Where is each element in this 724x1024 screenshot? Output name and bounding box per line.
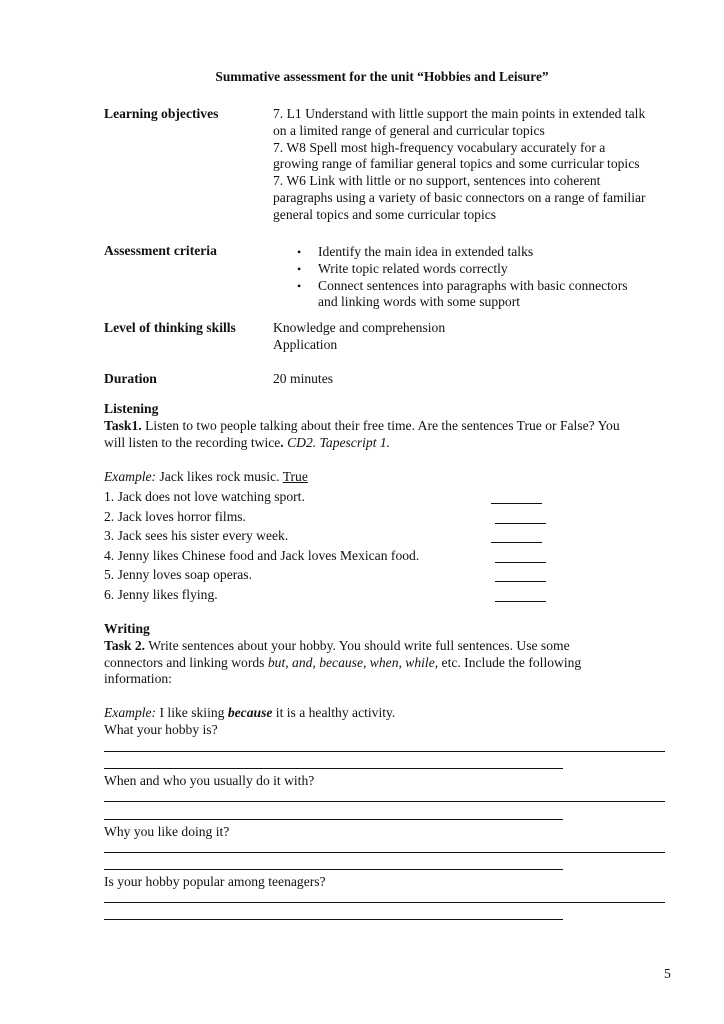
statement-row: 6. Jenny likes flying. [104, 587, 549, 604]
answer-blank[interactable] [495, 581, 546, 582]
thinking-text: Knowledge and comprehension Application [273, 320, 446, 352]
listening-instructions: Task1. Listen to two people talking about their free time. Are the sentences True or False? You [104, 417, 620, 433]
answer-blank[interactable] [491, 542, 542, 543]
objective-line: 7. W8 Spell most high-frequency vocabulary accurately for a [273, 139, 606, 155]
listening-heading: Listening [104, 401, 159, 416]
duration-value: 20 minutes [273, 371, 334, 386]
answer-line[interactable] [104, 751, 665, 752]
answer-line[interactable] [104, 869, 563, 870]
statement-row: 4. Jenny likes Chinese food and Jack loves Mexican food. [104, 548, 549, 565]
criteria-item: • Write topic related words correctly [297, 260, 508, 276]
statement-row: 2. Jack loves horror films. [104, 509, 549, 526]
objective-line: general topics and some curricular topics [273, 206, 497, 222]
bullet-icon: • [297, 245, 302, 259]
answer-blank[interactable] [491, 503, 542, 504]
answer-line[interactable] [104, 768, 563, 769]
listening-example: Example: Jack likes rock music. True [104, 469, 308, 484]
question-when-who: When and who you usually do it with? [104, 773, 315, 788]
answer-blank[interactable] [495, 523, 546, 524]
answer-line[interactable] [104, 819, 563, 820]
writing-instructions: Task 2. Write sentences about your hobby. You should write full sentences. Use some [104, 637, 570, 653]
question-hobby: What your hobby is? [104, 722, 218, 737]
writing-heading: Writing [104, 621, 150, 636]
duration-label: Duration [104, 371, 157, 386]
answer-line[interactable] [104, 919, 563, 920]
objectives-label: Learning objectives [104, 106, 219, 121]
thinking-label: Level of thinking skills [104, 320, 236, 335]
answer-line[interactable] [104, 801, 665, 802]
objective-line: 7. L1 Understand with little support the main points in extended talk [273, 106, 646, 121]
answer-line[interactable] [104, 852, 665, 853]
criteria-item: • Identify the main idea in extended talks [297, 244, 534, 259]
criteria-list [273, 244, 683, 311]
example-answer: True [282, 469, 308, 484]
criteria-item-continuation: and linking words with some support [318, 294, 521, 310]
bullet-icon: • [297, 261, 302, 276]
answer-blank[interactable] [495, 601, 546, 602]
objective-line: 7. W6 Link with little or no support, sentences into coherent [273, 173, 601, 189]
statement-row: 3. Jack sees his sister every week. [104, 528, 549, 545]
page-number: 5 [664, 966, 671, 981]
criteria-item: • Connect sentences into paragraphs with basic connectors [297, 277, 628, 293]
objective-line: growing range of familiar general topics and some curricular topics [273, 156, 640, 172]
statement-row: 5. Jenny loves soap operas. [104, 567, 549, 584]
criteria-label: Assessment criteria [104, 243, 217, 258]
writing-example: Example: I like skiing because it is a healthy activity. [104, 705, 396, 720]
statement-row: 1. Jack does not love watching sport. [104, 489, 549, 506]
writing-section: Writing Task 2. Write sentences about your hobby. You should write full sentences. Use some connectors and linking words but, and, because, when, while, etc. Include the following information: [104, 621, 674, 688]
question-popular: Is your hobby popular among teenagers? [104, 874, 326, 889]
objective-line: on a limited range of general and curricular topics [273, 122, 545, 138]
objectives-text [273, 106, 683, 224]
answer-blank[interactable] [495, 562, 546, 563]
objective-line: paragraphs using a variety of basic connectors on a range of familiar [273, 189, 646, 205]
question-why: Why you like doing it? [104, 824, 230, 839]
listening-section: Listening Task1. Listen to two people talking about their free time. Are the sentences True or False? You will listen to the recording twice. CD2. Tapescript 1. [104, 401, 674, 451]
answer-line[interactable] [104, 902, 665, 903]
document-title: Summative assessment for the unit “Hobbies and Leisure” [215, 69, 549, 84]
bullet-icon: • [297, 278, 302, 293]
